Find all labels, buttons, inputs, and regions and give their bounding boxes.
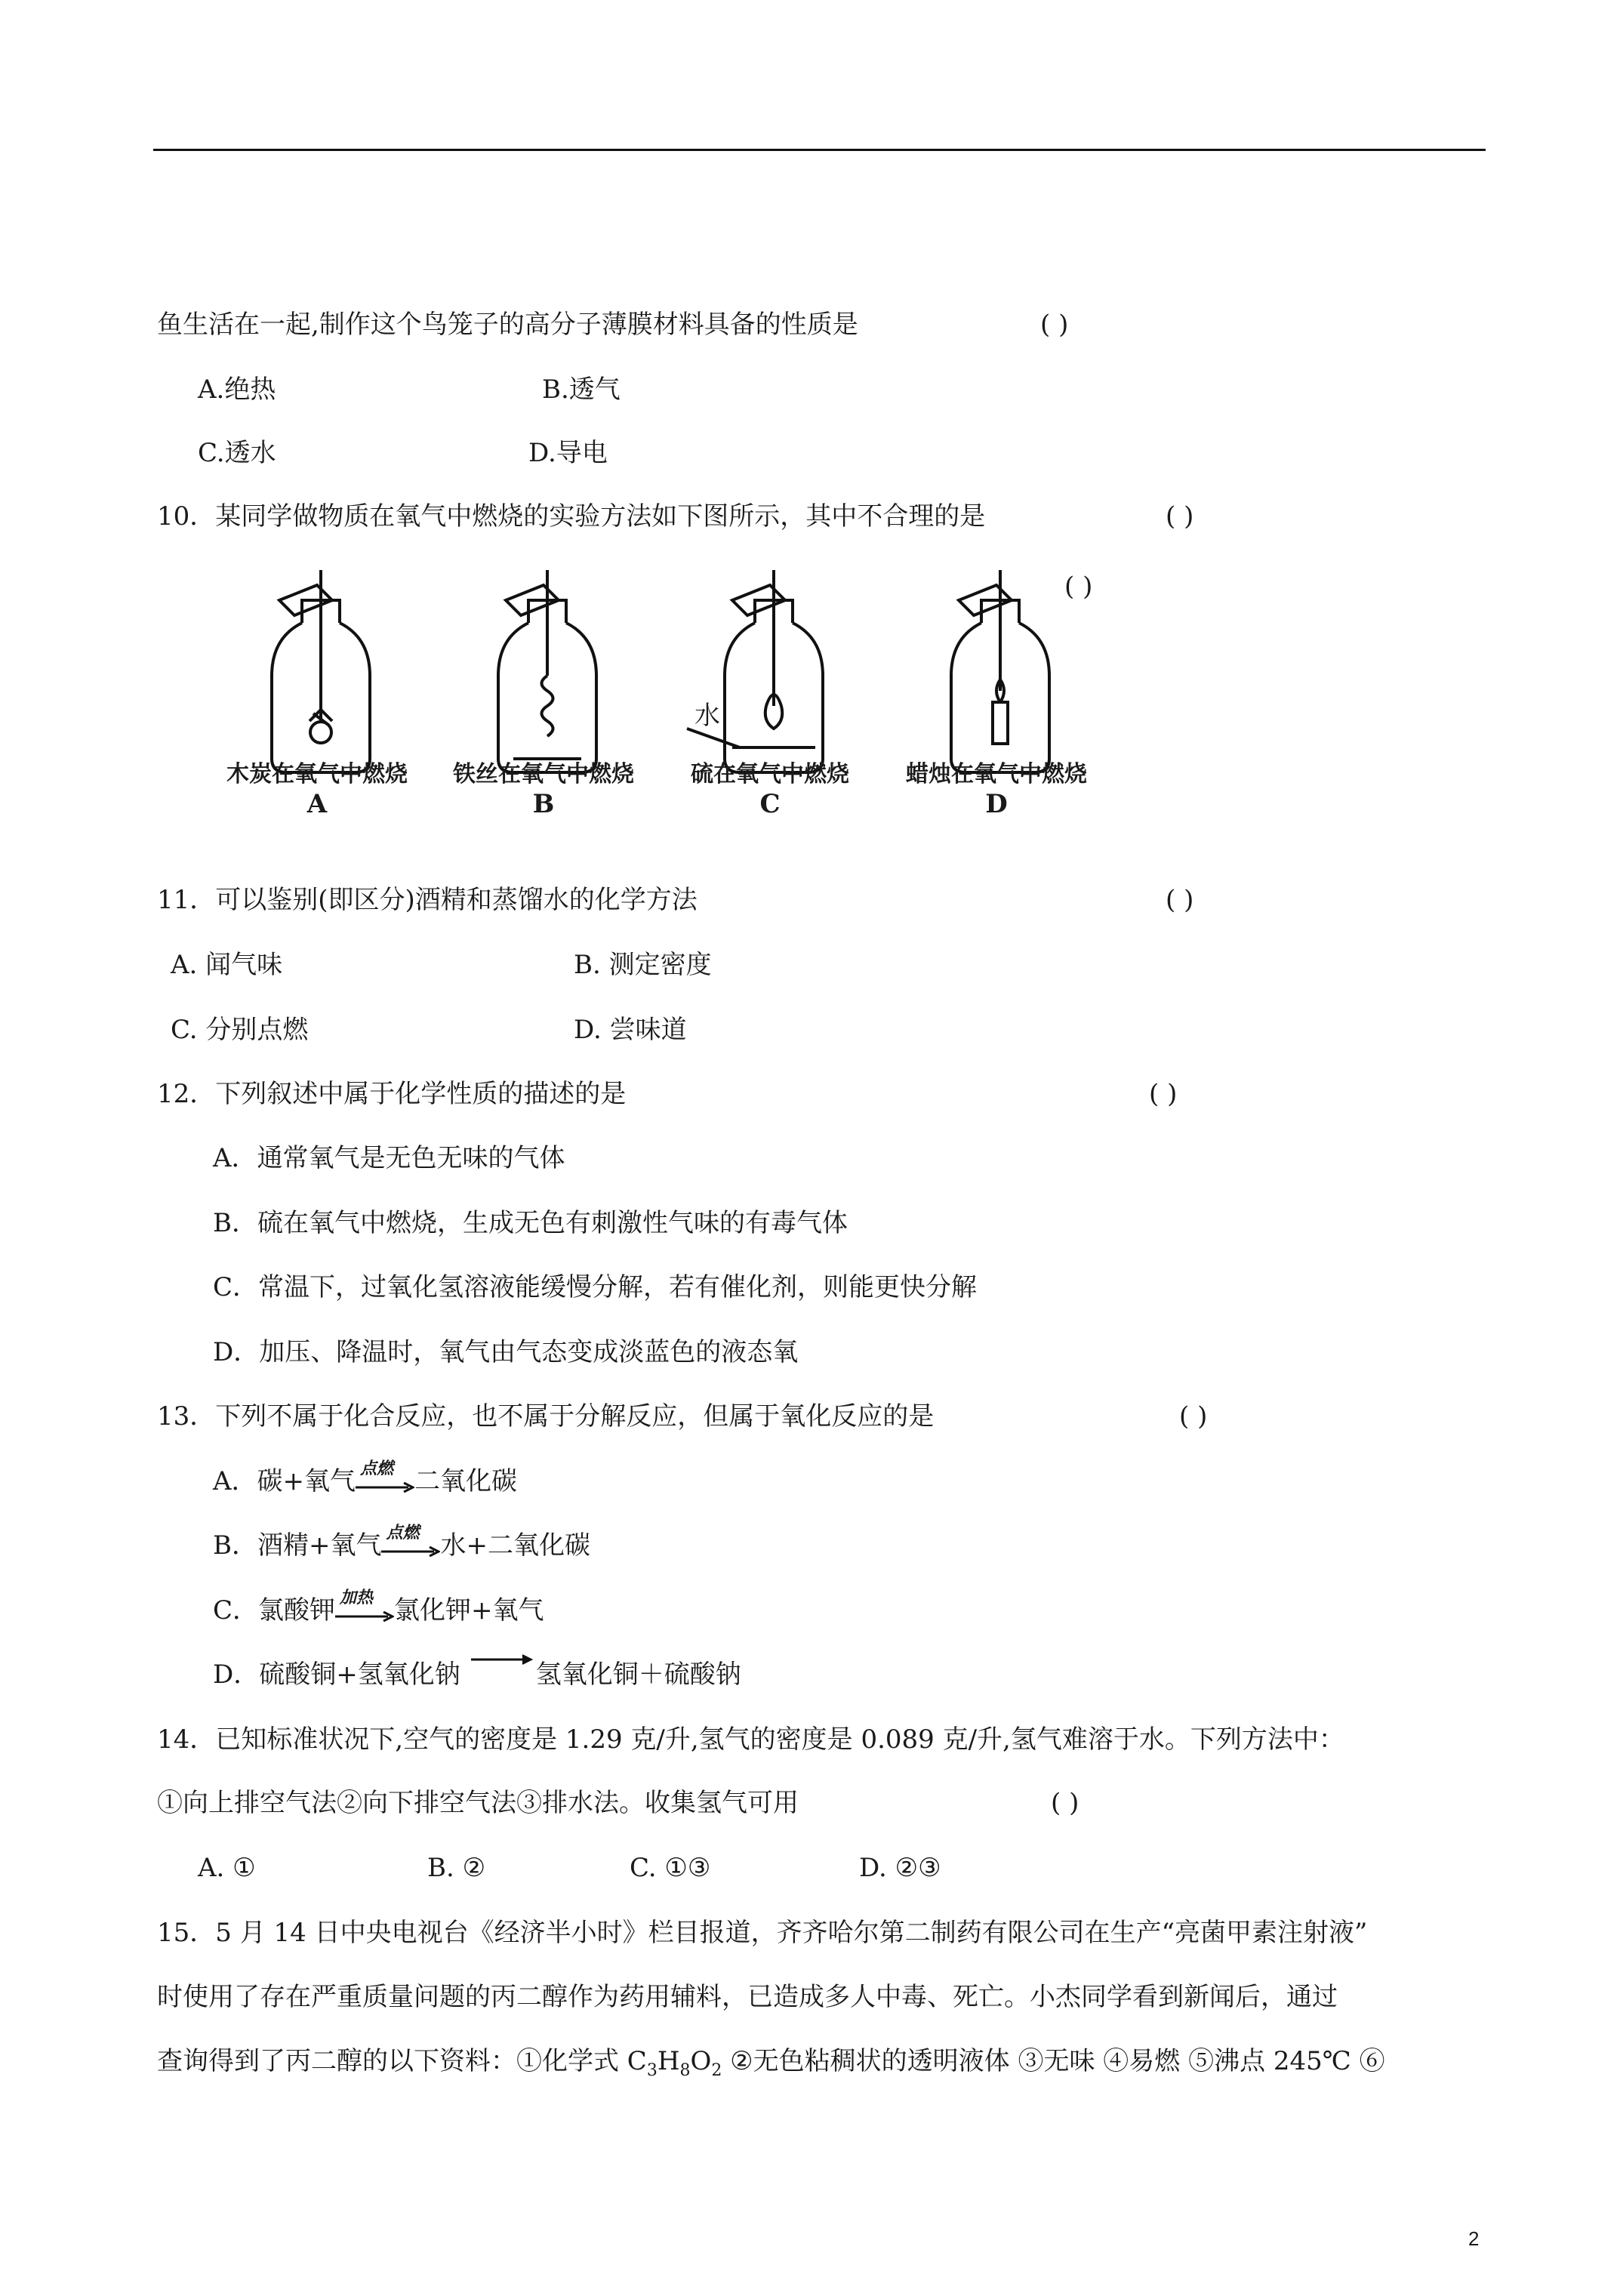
q9-option-c: C.透水 bbox=[198, 438, 276, 468]
q11-option-c: C. 分别点燃 bbox=[171, 1015, 309, 1045]
q10-answer-paren: ( ) bbox=[1166, 501, 1194, 532]
q14-option-a: A. ① bbox=[198, 1853, 256, 1883]
q13-b-condition: 点燃 bbox=[386, 1523, 420, 1542]
q13-c-condition: 加热 bbox=[340, 1588, 374, 1607]
jar-c bbox=[687, 570, 823, 772]
q13-c-products: 氯化钾+氧气 bbox=[394, 1595, 544, 1626]
header-rule bbox=[153, 149, 1486, 151]
q14-option-c: C. ①③ bbox=[630, 1853, 711, 1883]
q14-option-d: D. ②③ bbox=[859, 1853, 941, 1883]
jar-a-label: 木炭在氧气中燃烧 bbox=[226, 761, 408, 787]
q12-answer-paren: ( ) bbox=[1149, 1079, 1178, 1109]
q11-option-a: A. 闻气味 bbox=[171, 950, 283, 980]
q12-option-c: C．常温下，过氧化氢溶液能缓慢分解，若有催化剂，则能更快分解 bbox=[213, 1272, 978, 1302]
q10-stem: 10．某同学做物质在氧气中燃烧的实验方法如下图所示，其中不合理的是 bbox=[157, 501, 986, 532]
jar-c-letter: C bbox=[759, 789, 781, 819]
q13-option-c bbox=[213, 1588, 544, 1627]
q13-option-d bbox=[213, 1658, 741, 1691]
q13-d-reactants: D．硫酸铜+氢氧化钠 bbox=[213, 1660, 460, 1690]
q15-line3-start: 查询得到了丙二醇的以下资料：①化学式 C bbox=[157, 2046, 647, 2076]
q12-stem: 12．下列叙述中属于化学性质的描述的是 bbox=[157, 1079, 627, 1109]
q11-stem: 11．可以鉴别(即区分)酒精和蒸馏水的化学方法 bbox=[157, 885, 698, 915]
jar-a-letter: A bbox=[306, 789, 328, 819]
q11-answer-paren: ( ) bbox=[1166, 885, 1194, 915]
q11-option-d: D. 尝味道 bbox=[574, 1015, 687, 1045]
formula-o: O bbox=[690, 2046, 712, 2076]
q13-c-reactants: C．氯酸钾 bbox=[213, 1595, 336, 1626]
jar-d-label: 蜡烛在氧气中燃烧 bbox=[906, 761, 1087, 787]
q13-b-reactants: B．酒精+氧气 bbox=[213, 1530, 382, 1561]
formula-subscript-o: 2 bbox=[711, 2060, 722, 2080]
reaction-arrow-icon bbox=[381, 1523, 440, 1558]
q14-stem-line2: ①向上排空气法②向下排空气法③排水法。收集氢气可用 bbox=[157, 1788, 799, 1818]
page-number: 2 bbox=[1468, 2227, 1480, 2250]
formula-h: H bbox=[657, 2046, 680, 2076]
q12-option-a: A．通常氧气是无色无味的气体 bbox=[213, 1143, 565, 1173]
formula-subscript-c: 3 bbox=[646, 2060, 658, 2080]
q10-figure-paren: ( ) bbox=[1064, 572, 1093, 602]
q14-stem-line1: 14．已知标准状况下,空气的密度是 1.29 克/升,氢气的密度是 0.089 克/升,氢气难溶于水。下列方法中： bbox=[157, 1724, 1344, 1755]
jar-b-label: 铁丝在氧气中燃烧 bbox=[453, 761, 634, 787]
formula-subscript-h: 8 bbox=[679, 2060, 691, 2080]
water-label: 水 bbox=[694, 701, 720, 731]
q13-b-products: 水+二氧化碳 bbox=[440, 1530, 590, 1561]
jar-c-label: 硫在氧气中燃烧 bbox=[691, 761, 849, 787]
q12-option-d: D．加压、降温时，氧气由气态变成淡蓝色的液态氧 bbox=[213, 1337, 799, 1367]
q13-stem: 13．下列不属于化合反应，也不属于分解反应，但属于氧化反应的是 bbox=[157, 1401, 935, 1432]
q9-option-d: D.导电 bbox=[528, 438, 608, 468]
q9-option-b: B.透气 bbox=[542, 374, 621, 405]
q9-stem: 鱼生活在一起,制作这个鸟笼子的高分子薄膜材料具备的性质是 bbox=[157, 310, 858, 340]
q13-a-products: 二氧化碳 bbox=[414, 1466, 518, 1496]
q13-option-a bbox=[213, 1459, 518, 1498]
q10-figure bbox=[226, 570, 1140, 827]
q13-answer-paren: ( ) bbox=[1179, 1401, 1208, 1432]
q15-line2: 时使用了存在严重质量问题的丙二醇作为药用辅料，已造成多人中毒、死亡。小杰同学看到新闻后，通过 bbox=[157, 1982, 1338, 2012]
jar-b bbox=[498, 570, 596, 772]
q9-option-a: A.绝热 bbox=[198, 374, 276, 405]
jar-b-letter: B bbox=[532, 789, 555, 819]
q15-line3 bbox=[157, 2045, 1385, 2088]
q13-a-reactants: A．碳+氧气 bbox=[213, 1466, 356, 1496]
q9-answer-paren: ( ) bbox=[1040, 310, 1069, 340]
q15-line1: 15．5 月 14 日中央电视台《经济半小时》栏目报道，齐齐哈尔第二制药有限公司在生产“亮菌甲素注射液” bbox=[157, 1918, 1368, 1948]
q15-line3-end: ②无色粘稠状的透明液体 ③无味 ④易燃 ⑤沸点 245℃ ⑥ bbox=[722, 2046, 1385, 2076]
reaction-arrow-icon bbox=[335, 1588, 394, 1623]
q14-option-b: B. ② bbox=[427, 1853, 486, 1883]
q13-a-condition: 点燃 bbox=[360, 1459, 394, 1478]
q11-option-b: B. 测定密度 bbox=[574, 950, 712, 980]
reaction-arrow-icon bbox=[356, 1459, 414, 1494]
reaction-arrow-icon bbox=[460, 1665, 536, 1687]
q13-option-b bbox=[213, 1523, 590, 1562]
jar-d-letter: D bbox=[985, 789, 1008, 819]
jar-a bbox=[272, 570, 370, 772]
q13-d-products: 氢氧化铜＋硫酸钠 bbox=[535, 1660, 741, 1690]
jar-d bbox=[951, 570, 1049, 772]
q12-option-b: B．硫在氧气中燃烧，生成无色有刺激性气味的有毒气体 bbox=[213, 1208, 848, 1238]
q14-answer-paren: ( ) bbox=[1051, 1788, 1079, 1818]
